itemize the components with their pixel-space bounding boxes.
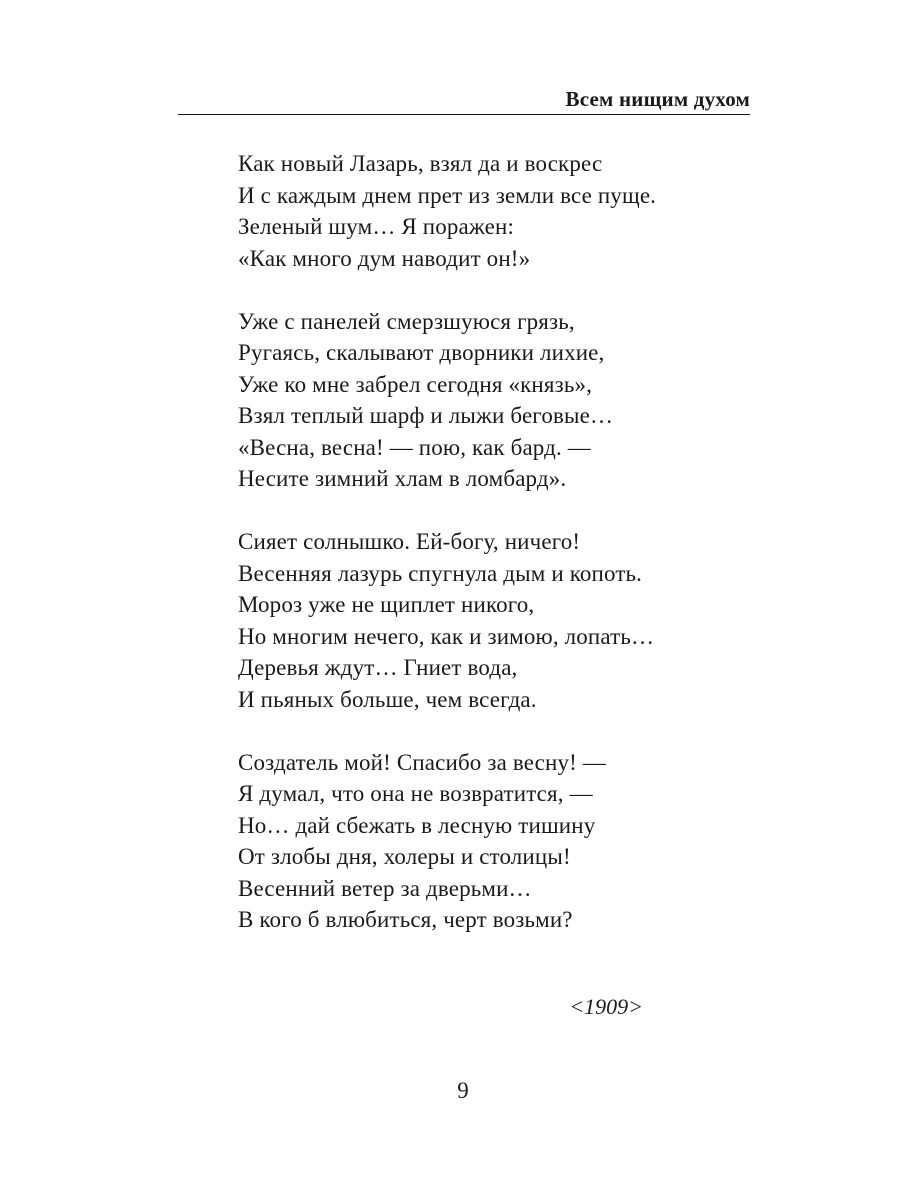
poem-line: Уже с панелей смерзшуюся грязь,: [238, 308, 575, 334]
poem-line: Несите зимний хлам в ломбард».: [238, 466, 567, 491]
poem-date: <1909>: [569, 994, 643, 1019]
page-number: 9: [457, 1078, 469, 1103]
poem-line: Уже ко мне забрел сегодня «князь»,: [238, 371, 593, 397]
poem-line: Сияет солнышко. Ей-богу, ничего!: [238, 529, 581, 554]
poem-line: Весенняя лазурь спугнула дым и копоть.: [238, 560, 643, 586]
poem-line: Но многим нечего, как и зимою, лопать…: [238, 623, 655, 649]
poem-line: В кого б влюбиться, черт возьми?: [238, 907, 573, 932]
poem-line: Весенний ветер за дверьми…: [238, 875, 532, 901]
poem-line: Взял теплый шарф и лыжи беговые…: [238, 403, 614, 428]
poem-line: «Весна, весна! — пою, как бард. —: [238, 434, 591, 460]
running-header: Всем нищим духом: [565, 87, 750, 111]
stanza-3: [238, 526, 758, 715]
poem-line: Но… дай сбежать в лесную тишину: [238, 812, 596, 838]
stanza-2: [238, 306, 758, 495]
poem-line: Создатель мой! Спасибо за весну! —: [238, 749, 606, 775]
poem-line: И пьяных больше, чем всегда.: [238, 686, 537, 712]
poem-line: Как новый Лазарь, взял да и воскрес: [238, 151, 603, 176]
poem-line: Ругаясь, скалывают дворники лихие,: [238, 340, 605, 365]
poem-line: Я думал, что она не возвратится, —: [238, 781, 593, 806]
poem-line: От злобы дня, холеры и столицы!: [238, 844, 571, 869]
poem-line: Деревья ждут… Гниет вода,: [238, 655, 518, 680]
header-rule: [178, 114, 750, 115]
stanza-1: [238, 148, 758, 274]
poem-line: Зеленый шум… Я поражен:: [238, 214, 515, 239]
poem-line: «Как много дум наводит он!»: [238, 245, 531, 271]
stanza-4: [238, 747, 758, 936]
poem-line: Мороз уже не щиплет никого,: [238, 592, 535, 617]
poem-line: И с каждым днем прет из земли все пуще.: [238, 182, 657, 208]
poem: [238, 148, 758, 967]
